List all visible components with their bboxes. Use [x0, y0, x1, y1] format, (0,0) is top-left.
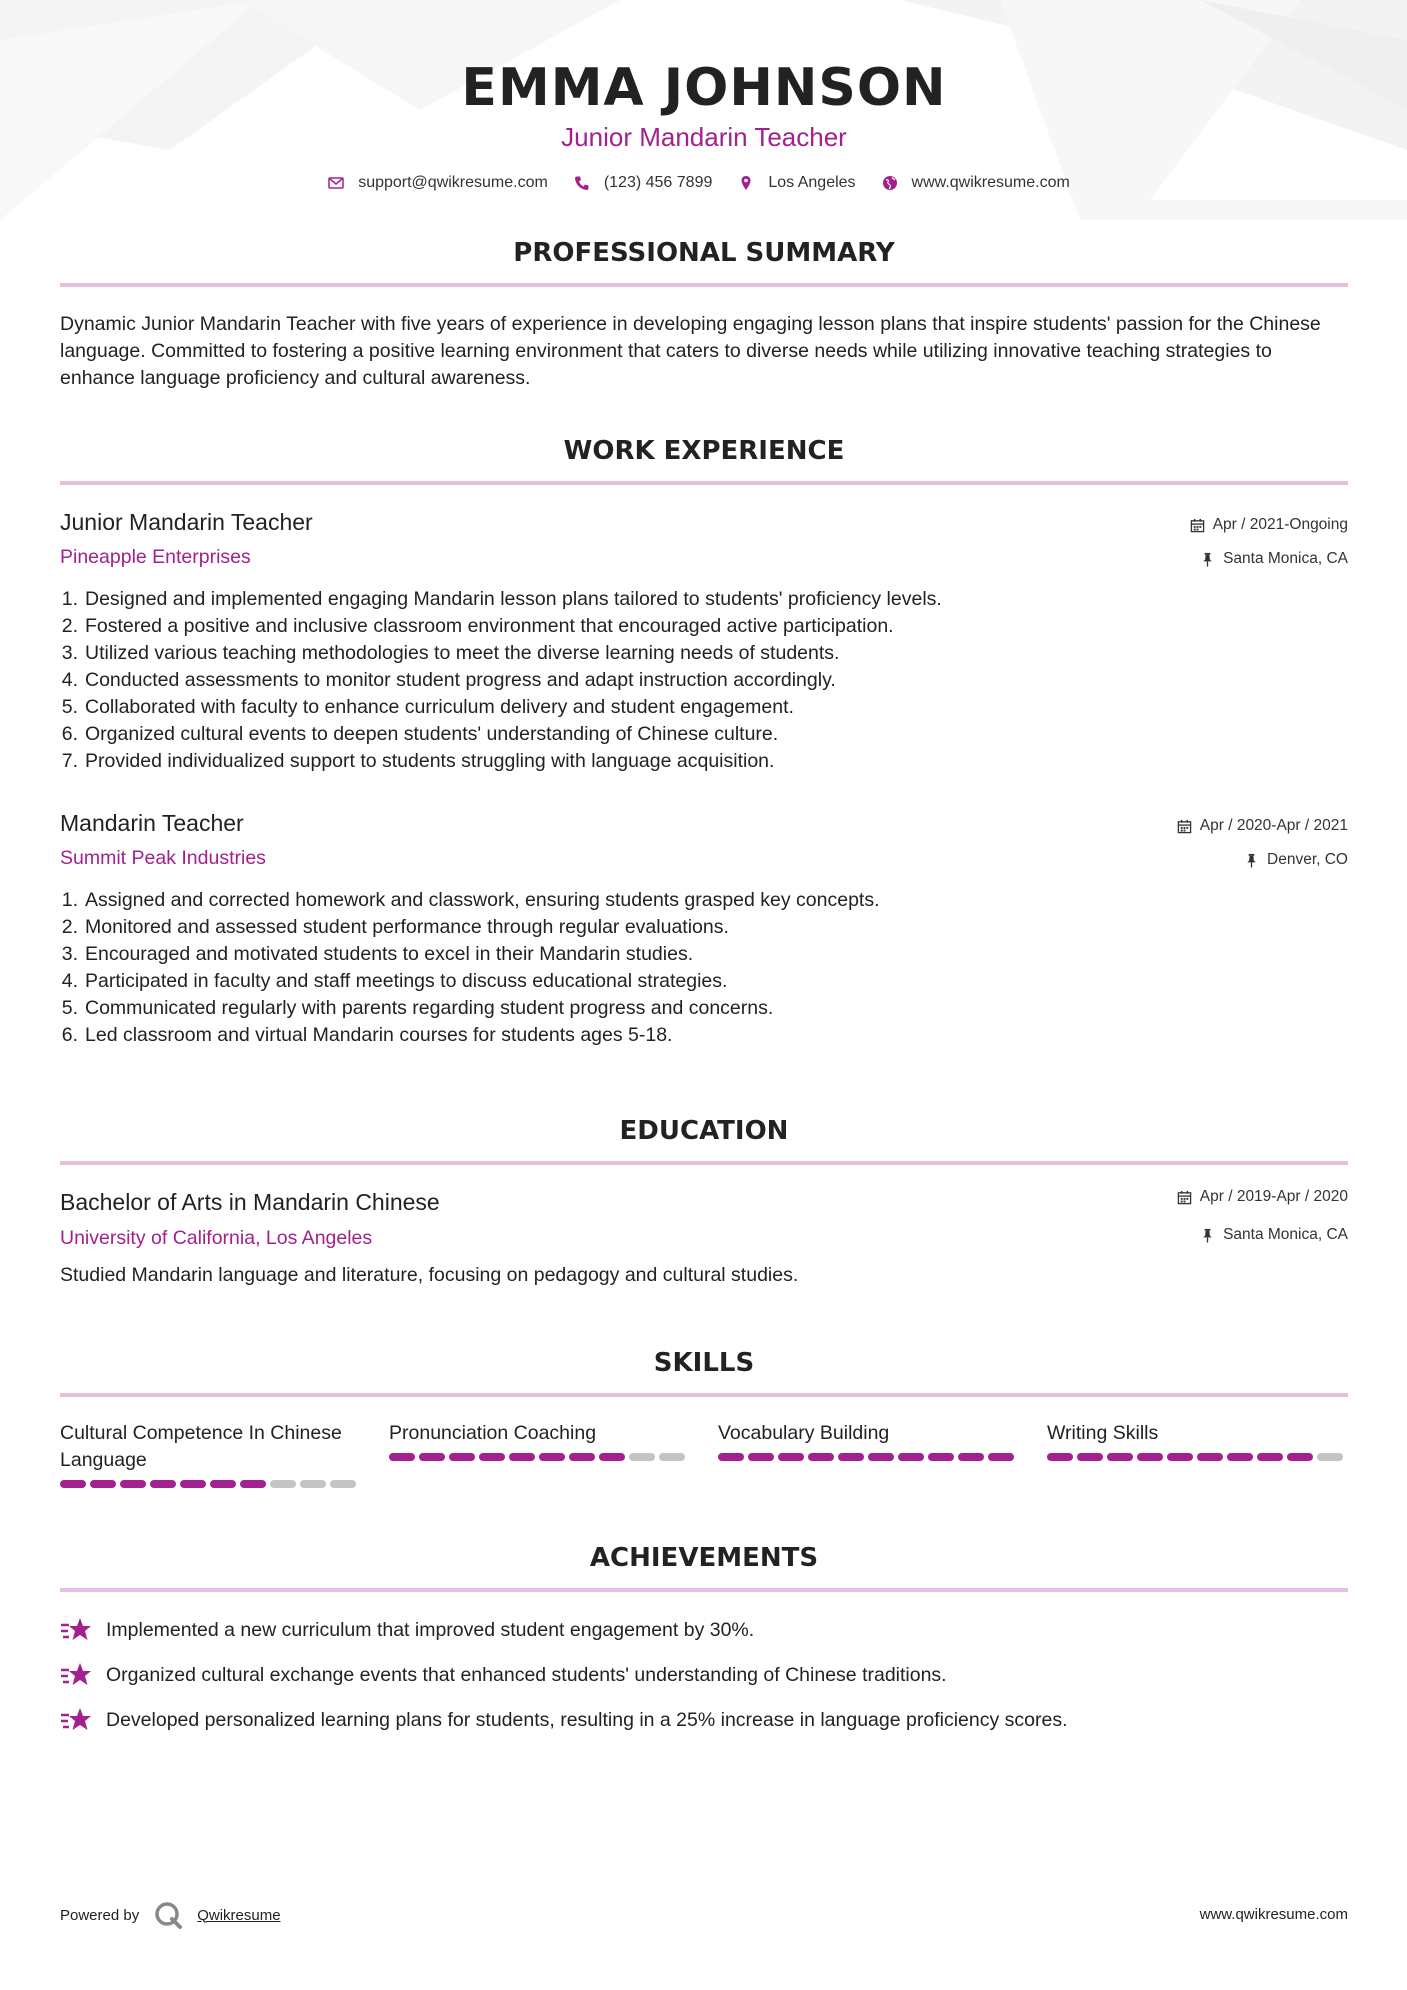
- list-item-text: Organized cultural events to deepen students' understanding of Chinese culture.: [85, 723, 779, 745]
- skill-name: Pronunciation Coaching: [389, 1422, 597, 1444]
- skill-segment-filled: [1137, 1453, 1163, 1461]
- list-item: 1. Designed and implemented engaging Mandarin lesson plans tailored to students' proficiency levels.: [60, 586, 1348, 613]
- contact-bar: [60, 174, 1348, 192]
- job-title: Junior Mandarin Teacher: [60, 509, 313, 535]
- skill-name: Vocabulary Building: [718, 1422, 890, 1444]
- shooting-star-icon: [60, 1661, 92, 1689]
- job-company: Pineapple Enterprises: [60, 546, 251, 568]
- education-description: Studied Mandarin language and literature, focusing on pedagogy and cultural studies.: [60, 1264, 799, 1286]
- phone-icon: [574, 175, 590, 191]
- candidate-role: Junior Mandarin Teacher: [561, 122, 847, 152]
- skill-item: [1047, 1420, 1347, 1488]
- job-company: Summit Peak Industries: [60, 847, 266, 869]
- contact-phone-text: (123) 456 7899: [603, 174, 713, 191]
- skill-rating-bar: [389, 1453, 689, 1461]
- skill-segment-filled: [539, 1453, 565, 1461]
- skill-segment-filled: [928, 1453, 954, 1461]
- skill-segment-filled: [210, 1480, 236, 1488]
- map-pin-icon: [738, 175, 754, 191]
- achievement-item: [60, 1706, 1348, 1734]
- contact-email-text: support@qwikresume.com: [358, 174, 548, 191]
- skill-segment-filled: [868, 1453, 894, 1461]
- skills-section-title: SKILLS: [653, 1348, 755, 1378]
- shooting-star-icon: [60, 1706, 92, 1734]
- list-item: 2. Monitored and assessed student performance through regular evaluations.: [60, 914, 1348, 941]
- achievements-section-title: ACHIEVEMENTS: [589, 1543, 819, 1573]
- pushpin-icon: [1200, 552, 1215, 567]
- skill-segment-filled: [599, 1453, 625, 1461]
- skill-segment-filled: [718, 1453, 744, 1461]
- summary-section-title: PROFESSIONAL SUMMARY: [513, 238, 895, 268]
- education-section-title: EDUCATION: [619, 1116, 789, 1146]
- education-divider: [60, 1161, 1348, 1165]
- list-item-text: Collaborated with faculty to enhance curriculum delivery and student engagement.: [85, 696, 794, 718]
- skill-rating-bar: [718, 1453, 1018, 1461]
- skill-segment-filled: [479, 1453, 505, 1461]
- achievement-text: Developed personalized learning plans for students, resulting in a 25% increase in language proficiency scores.: [106, 1708, 1068, 1731]
- achievement-item: [60, 1661, 1348, 1689]
- achievement-text: Organized cultural exchange events that enhanced students' understanding of Chinese traditions.: [106, 1663, 947, 1686]
- job-location: [1200, 550, 1348, 568]
- contact-location: [738, 174, 855, 192]
- contact-phone[interactable]: [574, 174, 713, 192]
- pushpin-icon: [1200, 1228, 1215, 1243]
- skill-segment-filled: [1107, 1453, 1133, 1461]
- list-item-text: Provided individualized support to students struggling with language acquisition.: [85, 750, 775, 772]
- job-location: [1244, 851, 1348, 869]
- skill-segment-filled: [60, 1480, 86, 1488]
- skills-grid: [60, 1420, 1348, 1488]
- list-item-text: Encouraged and motivated students to excel in their Mandarin studies.: [85, 943, 694, 965]
- list-item: 5. Communicated regularly with parents regarding student progress and concerns.: [60, 995, 1348, 1022]
- education-school: University of California, Los Angeles: [60, 1227, 373, 1249]
- list-item: 4. Conducted assessments to monitor student progress and adapt instruction accordingly.: [60, 667, 1348, 694]
- education-dates-text: Apr / 2019-Apr / 2020: [1199, 1188, 1348, 1205]
- job-duties-list: [60, 887, 1348, 1049]
- list-item: 6. Led classroom and virtual Mandarin courses for students ages 5-18.: [60, 1022, 1348, 1049]
- skill-name: Cultural Competence In Chinese Language: [60, 1422, 342, 1471]
- job-dates: [1177, 817, 1348, 835]
- job-duties-list: [60, 586, 1348, 775]
- skill-rating-bar: [1047, 1453, 1347, 1461]
- achievements-divider: [60, 1588, 1348, 1592]
- list-item: 2. Fostered a positive and inclusive classroom environment that encouraged active participation.: [60, 613, 1348, 640]
- list-item-text: Fostered a positive and inclusive classroom environment that encouraged active participation.: [85, 615, 894, 637]
- education-degree: Bachelor of Arts in Mandarin Chinese: [60, 1189, 440, 1215]
- skill-segment-filled: [1257, 1453, 1283, 1461]
- skill-name: Writing Skills: [1047, 1422, 1159, 1444]
- skill-item: [60, 1420, 360, 1488]
- contact-website[interactable]: [882, 174, 1070, 192]
- job-location-text: Santa Monica, CA: [1223, 550, 1348, 567]
- skill-segment-empty: [300, 1480, 326, 1488]
- shooting-star-icon: [60, 1616, 92, 1644]
- calendar-icon: [1177, 819, 1192, 834]
- globe-icon: [882, 175, 898, 191]
- list-item-text: Assigned and corrected homework and classwork, ensuring students grasped key concepts.: [85, 889, 880, 911]
- education-location-text: Santa Monica, CA: [1223, 1226, 1348, 1243]
- skill-segment-filled: [180, 1480, 206, 1488]
- job-location-text: Denver, CO: [1267, 851, 1348, 868]
- achievement-text: Implemented a new curriculum that improved student engagement by 30%.: [106, 1618, 755, 1641]
- education-dates: [1177, 1188, 1348, 1206]
- list-item-text: Conducted assessments to monitor student progress and adapt instruction accordingly.: [85, 669, 836, 691]
- skill-segment-filled: [1077, 1453, 1103, 1461]
- list-item-text: Designed and implemented engaging Mandarin lesson plans tailored to students' proficiency levels.: [85, 588, 942, 610]
- skill-segment-filled: [1047, 1453, 1073, 1461]
- skill-segment-filled: [419, 1453, 445, 1461]
- list-item: 4. Participated in faculty and staff meetings to discuss educational strategies.: [60, 968, 1348, 995]
- skill-segment-filled: [120, 1480, 146, 1488]
- list-item-text: Participated in faculty and staff meetings to discuss educational strategies.: [85, 970, 728, 992]
- skill-segment-filled: [748, 1453, 774, 1461]
- qwikresume-link[interactable]: Qwikresume: [197, 1906, 281, 1924]
- powered-by-label: Powered by: [60, 1906, 140, 1924]
- contact-email[interactable]: [328, 174, 548, 192]
- footer-powered-by: [60, 1900, 281, 1930]
- skill-segment-filled: [150, 1480, 176, 1488]
- contact-website-text: www.qwikresume.com: [911, 174, 1070, 191]
- job-dates-text: Apr / 2021-Ongoing: [1212, 516, 1348, 533]
- list-item: 3. Encouraged and motivated students to excel in their Mandarin studies.: [60, 941, 1348, 968]
- calendar-icon: [1190, 518, 1205, 533]
- skill-segment-filled: [778, 1453, 804, 1461]
- skill-segment-filled: [988, 1453, 1014, 1461]
- job-dates-text: Apr / 2020-Apr / 2021: [1199, 817, 1348, 834]
- education-location: [1200, 1226, 1348, 1244]
- skill-segment-filled: [838, 1453, 864, 1461]
- achievement-item: [60, 1616, 1348, 1644]
- envelope-icon: [328, 175, 344, 191]
- list-item: 6. Organized cultural events to deepen students' understanding of Chinese culture.: [60, 721, 1348, 748]
- skill-segment-filled: [509, 1453, 535, 1461]
- skill-segment-filled: [808, 1453, 834, 1461]
- list-item-text: Utilized various teaching methodologies to meet the diverse learning needs of students.: [85, 642, 840, 664]
- summary-text: Dynamic Junior Mandarin Teacher with five years of experience in developing engaging lesson plans that inspire students' passion for the Chinese language. Committed to fostering a positive learning environment that caters to diverse needs while utilizing innovative teaching strategies to enhance language proficiency and cultural awareness.: [60, 313, 1321, 389]
- skill-segment-filled: [240, 1480, 266, 1488]
- list-item: 3. Utilized various teaching methodologies to meet the diverse learning needs of students.: [60, 640, 1348, 667]
- skill-segment-filled: [569, 1453, 595, 1461]
- calendar-icon: [1177, 1190, 1192, 1205]
- qwikresume-logo-icon: [153, 1900, 183, 1930]
- skill-segment-filled: [389, 1453, 415, 1461]
- list-item-text: Communicated regularly with parents regarding student progress and concerns.: [85, 997, 774, 1019]
- list-item: 1. Assigned and corrected homework and classwork, ensuring students grasped key concepts.: [60, 887, 1348, 914]
- skill-segment-empty: [629, 1453, 655, 1461]
- job-title: Mandarin Teacher: [60, 810, 244, 836]
- list-item-text: Monitored and assessed student performance through regular evaluations.: [85, 916, 729, 938]
- contact-location-text: Los Angeles: [768, 174, 856, 191]
- work-section-title: WORK EXPERIENCE: [563, 436, 845, 466]
- skill-segment-empty: [659, 1453, 685, 1461]
- skill-segment-filled: [958, 1453, 984, 1461]
- skills-divider: [60, 1393, 1348, 1397]
- skill-item: [718, 1420, 1018, 1488]
- skill-segment-empty: [270, 1480, 296, 1488]
- job-dates: [1190, 516, 1348, 534]
- pushpin-icon: [1244, 853, 1259, 868]
- skill-segment-filled: [1197, 1453, 1223, 1461]
- skill-segment-filled: [1287, 1453, 1313, 1461]
- footer-website[interactable]: www.qwikresume.com: [1199, 1906, 1348, 1923]
- work-divider: [60, 481, 1348, 485]
- list-item: 7. Provided individualized support to students struggling with language acquisition.: [60, 748, 1348, 775]
- candidate-name: EMMA JOHNSON: [461, 58, 947, 118]
- skill-segment-filled: [898, 1453, 924, 1461]
- list-item: 5. Collaborated with faculty to enhance curriculum delivery and student engagement.: [60, 694, 1348, 721]
- list-item-text: Led classroom and virtual Mandarin courses for students ages 5-18.: [85, 1024, 673, 1046]
- skill-item: [389, 1420, 689, 1488]
- skill-segment-filled: [1167, 1453, 1193, 1461]
- skill-segment-empty: [1317, 1453, 1343, 1461]
- skill-segment-empty: [330, 1480, 356, 1488]
- skill-rating-bar: [60, 1480, 360, 1488]
- skill-segment-filled: [90, 1480, 116, 1488]
- skill-segment-filled: [1227, 1453, 1253, 1461]
- summary-divider: [60, 283, 1348, 287]
- skill-segment-filled: [449, 1453, 475, 1461]
